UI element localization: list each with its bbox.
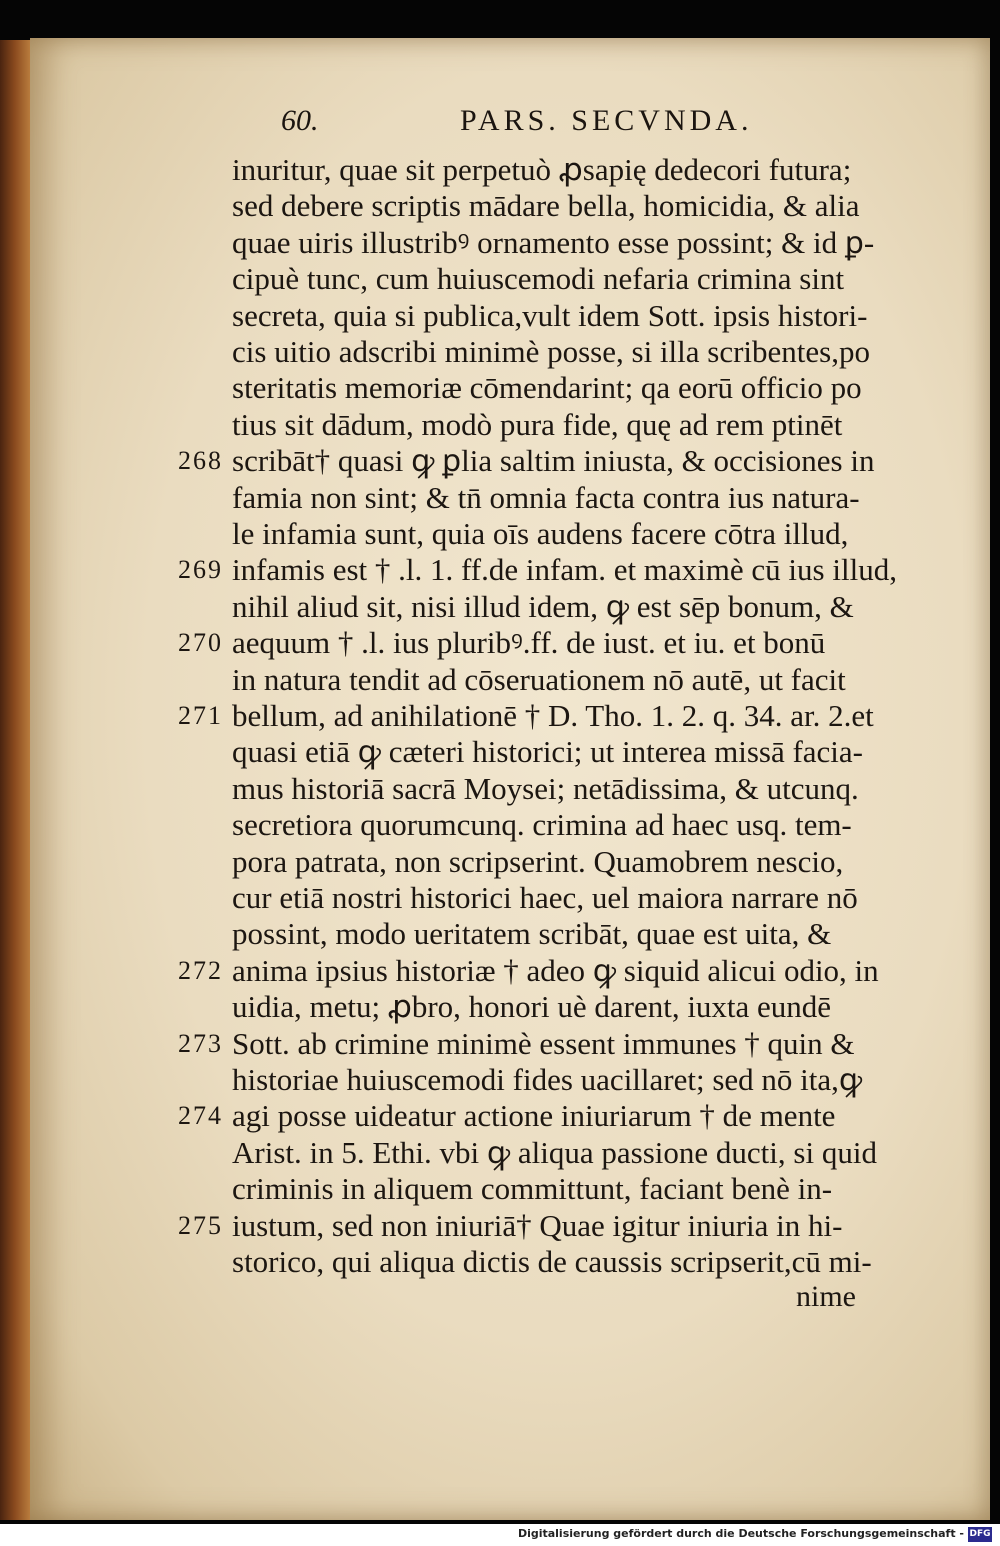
text-line [0,953,1000,989]
line-text: uidia, metu; ꝓbro, honori uè darent, iuxta eundē [232,989,832,1025]
text-line [0,1062,1000,1098]
footer-credit: Digitalisierung gefördert durch die Deutsche Forschungsgemeinschaft - [517,1527,964,1540]
text-line [0,625,1000,661]
line-text: iustum, sed non iniuriā† Quae igitur iniuria in hi- [232,1207,843,1243]
text-line [0,1026,1000,1062]
text-line [0,407,1000,443]
text-line [0,225,1000,261]
line-text: possint, modo ueritatem scribāt, quae est uita, & [232,916,832,952]
text-line [0,443,1000,479]
text-line [0,698,1000,734]
footer-bar [0,1524,1000,1546]
line-text: cis uitio adscribi minimè posse, si illa scribentes,po [232,334,870,369]
line-text: secreta, quia si publica,vult idem Sott. ipsis histori- [232,297,868,333]
line-text: in natura tendit ad cōseruationem nō autē, ut facit [232,661,846,697]
line-text: anima ipsius historiæ † adeo ꝙ siquid alicui odio, in [232,952,879,988]
line-text: aequum † .l. ius pluribꝰ.ff. de iust. et iu. et bonū [232,625,826,661]
text-line [0,516,1000,552]
text-line [0,589,1000,625]
line-text: bellum, ad anihilationē † D. Tho. 1. 2. q. 34. ar. 2.et [232,698,874,733]
line-text: secretiora quorumcunq. crimina ad haec usq. tem- [232,807,852,843]
text-line [0,298,1000,334]
margin-line-number: 272 [178,955,223,985]
folio-number: 60. [281,104,319,137]
text-line [0,989,1000,1025]
line-text: steritatis memoriæ cōmendarint; qa eorū officio po [232,370,862,406]
catchword: nime [796,1280,856,1313]
line-text: scribāt† quasi ꝙ ꝑlia saltim iniusta, & occisiones in [232,443,875,479]
line-text: criminis in aliquem committunt, faciant benè in- [232,1171,833,1207]
line-text: infamis est † .l. 1. ff.de infam. et maximè cū ius illud, [232,552,897,588]
line-text: agi posse uideatur actione iniuriarum † de mente [232,1098,836,1134]
line-text: Sott. ab crimine minimè essent immunes † quin & [232,1025,855,1061]
text-line [0,1171,1000,1207]
line-text: cur etiā nostri historici haec, uel maiora narrare nō [232,880,858,915]
text-line [0,1244,1000,1280]
text-line [0,916,1000,952]
line-text: inuritur, quae sit perpetuò ꝓsapię dedecori futura; [232,152,852,187]
text-line [0,188,1000,224]
text-line [0,552,1000,588]
text-line [0,261,1000,297]
text-line [0,370,1000,406]
margin-line-number: 273 [178,1028,223,1058]
page-header [0,104,1000,144]
text-line [0,771,1000,807]
text-line [0,1135,1000,1171]
line-text: Arist. in 5. Ethi. vbi ꝙ aliqua passione ducti, si quid [232,1134,877,1170]
line-text: famia non sint; & tn̄ omnia facta contra ius natura- [232,479,860,515]
line-text: pora patrata, non scripserint. Quamobrem nescio, [232,843,844,879]
text-line [0,807,1000,843]
dfg-logo: DFG [968,1527,992,1542]
margin-line-number: 275 [178,1210,223,1240]
text-line [0,844,1000,880]
margin-line-number: 274 [178,1101,223,1131]
line-text: storico, qui aliqua dictis de caussis scripserit,cū mi- [232,1244,872,1279]
line-text: mus historiā sacrā Moysei; netādissima, & utcunq. [232,770,859,806]
line-text: quae uiris illustribꝰ ornamento esse possint; & id ꝑ- [232,224,875,260]
margin-line-number: 270 [178,628,223,658]
line-text: nihil aliud sit, nisi illud idem, ꝙ est sēp bonum, & [232,588,854,624]
margin-line-number: 268 [178,446,223,476]
text-line [0,1208,1000,1244]
line-text: sed debere scriptis mādare bella, homicidia, & alia [232,188,860,224]
text-line [0,662,1000,698]
text-line [0,880,1000,916]
line-text: quasi etiā ꝙ cæteri historici; ut interea missā facia- [232,734,864,770]
text-line [0,1098,1000,1134]
line-text: historiae huiuscemodi fides uacillaret; sed nō ita,ꝙ [232,1062,863,1097]
text-line [0,334,1000,370]
text-line [0,152,1000,188]
line-text: cipuè tunc, cum huiuscemodi nefaria crimina sint [232,261,845,297]
running-head: PARS. SECVNDA. [460,104,753,137]
margin-line-number: 271 [178,701,223,730]
line-text: tius sit dādum, modò pura fide, quę ad rem ptinēt [232,406,843,442]
line-text: le infamia sunt, quia oīs audens facere cōtra illud, [232,516,849,551]
text-line [0,480,1000,516]
margin-line-number: 269 [178,555,223,585]
text-line [0,734,1000,770]
